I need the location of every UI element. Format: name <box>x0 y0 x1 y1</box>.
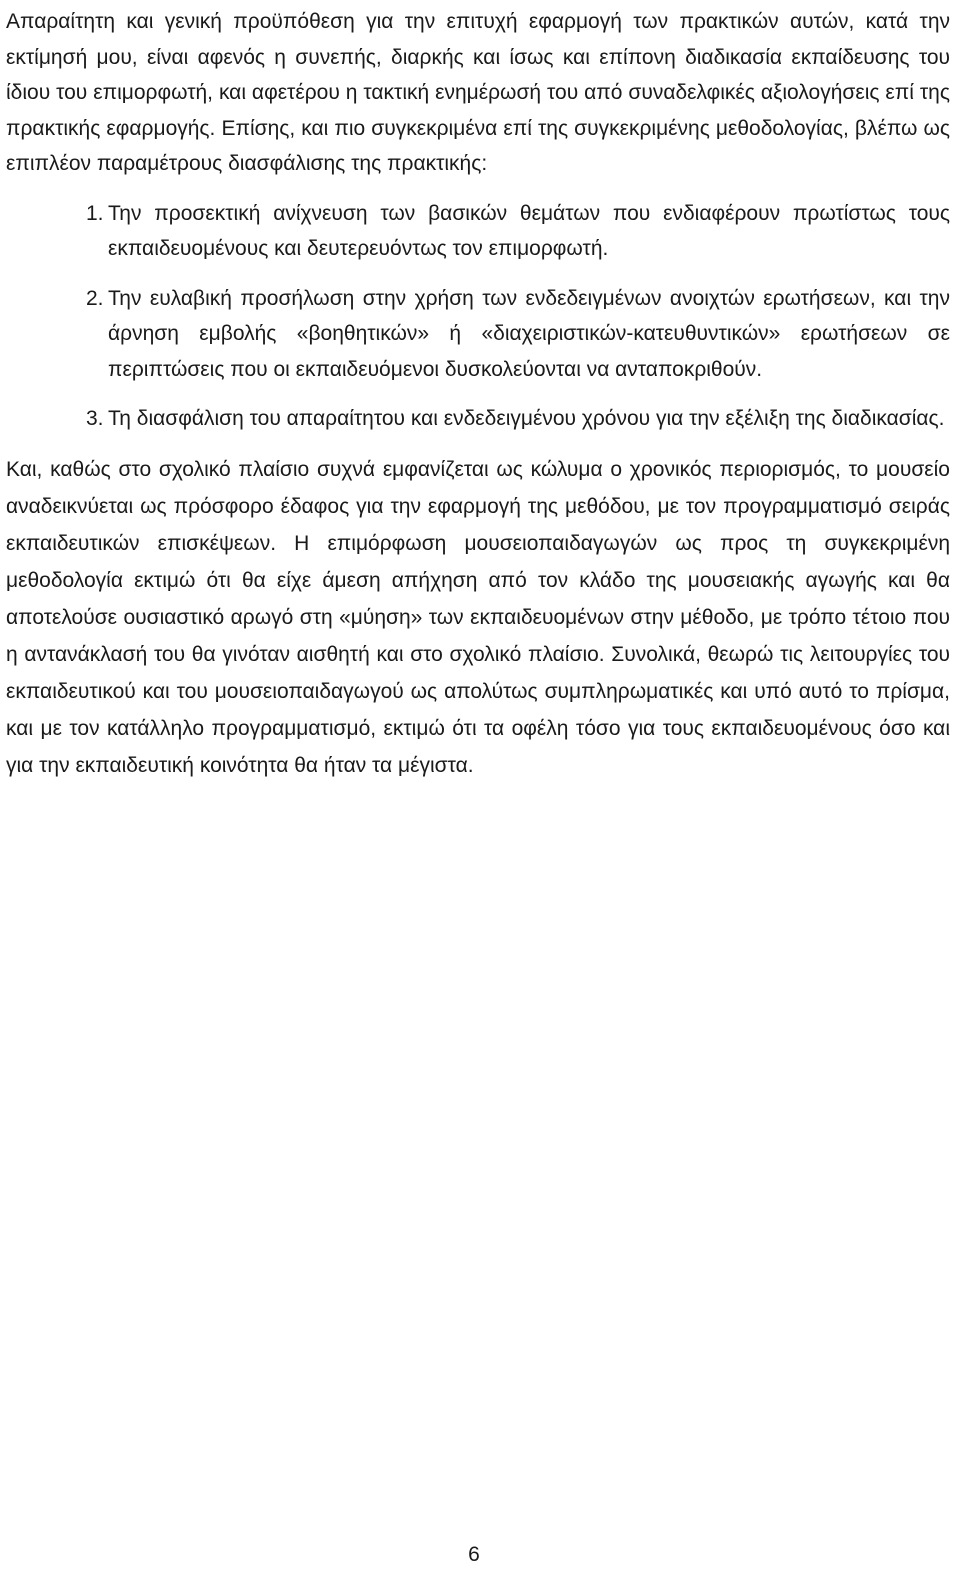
list-item-text: Την ευλαβική προσήλωση στην χρήση των ενδεδειγμένων ανοιχτών ερωτήσεων, και την άρνηση εμβολής «βοηθητικών» ή «διαχειριστικών-κατευθυντικών» ερωτήσεων σε περιπτώσεις που οι εκπαιδευόμενοι δυσκολεύονται να ανταποκριθούν. <box>108 286 950 381</box>
list-item-number: 1. <box>86 201 104 225</box>
closing-paragraph: Και, καθώς στο σχολικό πλαίσιο συχνά εμφανίζεται ως κώλυμα ο χρονικός περιορισμός, το μουσείο αναδεικνύεται ως πρόσφορο έδαφος για την εφαρμογή της μεθόδου, με τον προγραμματισμό σειράς εκπαιδευτικών επισκέψεων. Η επιμόρφωση μουσειοπαιδαγωγών ως προς τη συγκεκριμένη μεθοδολογία εκτιμώ ότι θα είχε άμεση απήχηση από τον κλάδο της μουσειακής αγωγής και θα αποτελούσε ουσιαστικό αρωγό στη «μύηση» των εκπαιδευομένων στην μέθοδο, με τρόπο τέτοιο που η αντανάκλασή του θα γινόταν αισθητή και στο σχολικό πλαίσιο. Συνολικά, θεωρώ τις λειτουργίες του εκπαιδευτικού και του μουσειοπαιδαγωγού ως απολύτως συμπληρωματικές και υπό αυτό το πρίσμα, και με τον κατάλληλο προγραμματισμό, εκτιμώ ότι τα οφέλη τόσο για τους εκπαιδευομένους όσο και για την εκπαιδευτική κοινότητα θα ήταν τα μέγιστα. <box>6 457 950 777</box>
list-item <box>6 281 950 388</box>
page-number: 6 <box>468 1543 480 1566</box>
list-item-text: Τη διασφάλιση του απαραίτητου και ενδεδειγμένου χρόνου για την εξέλιξη της διαδικασίας. <box>108 407 945 430</box>
intro-paragraph: Απαραίτητη και γενική προϋπόθεση για την επιτυχή εφαρμογή των πρακτικών αυτών, κατά την εκτίμησή μου, είναι αφενός η συνεπής, διαρκής και ίσως και επίπονη διαδικασία εκπαίδευσης του ίδιου του επιμορφωτή, και αφετέρου η τακτική ενημέρωσή του από συναδελφικές αξιολογήσεις επί της πρακτικής εφαρμογής. Επίσης, και πιο συγκεκριμένα επί της συγκεκριμένης μεθοδολογίας, βλέπω ως επιπλέον παραμέτρους διασφάλισης της πρακτικής: <box>6 10 950 175</box>
numbered-list <box>6 196 950 437</box>
list-item-text: Την προσεκτική ανίχνευση των βασικών θεμάτων που ενδιαφέρουν πρωτίστως τους εκπαιδευομένους και δευτερευόντως τον επιμορφωτή. <box>108 201 950 260</box>
list-item-number: 2. <box>86 286 104 310</box>
list-item <box>6 401 950 437</box>
list-item <box>6 196 950 267</box>
list-item-number: 3. <box>86 407 104 430</box>
